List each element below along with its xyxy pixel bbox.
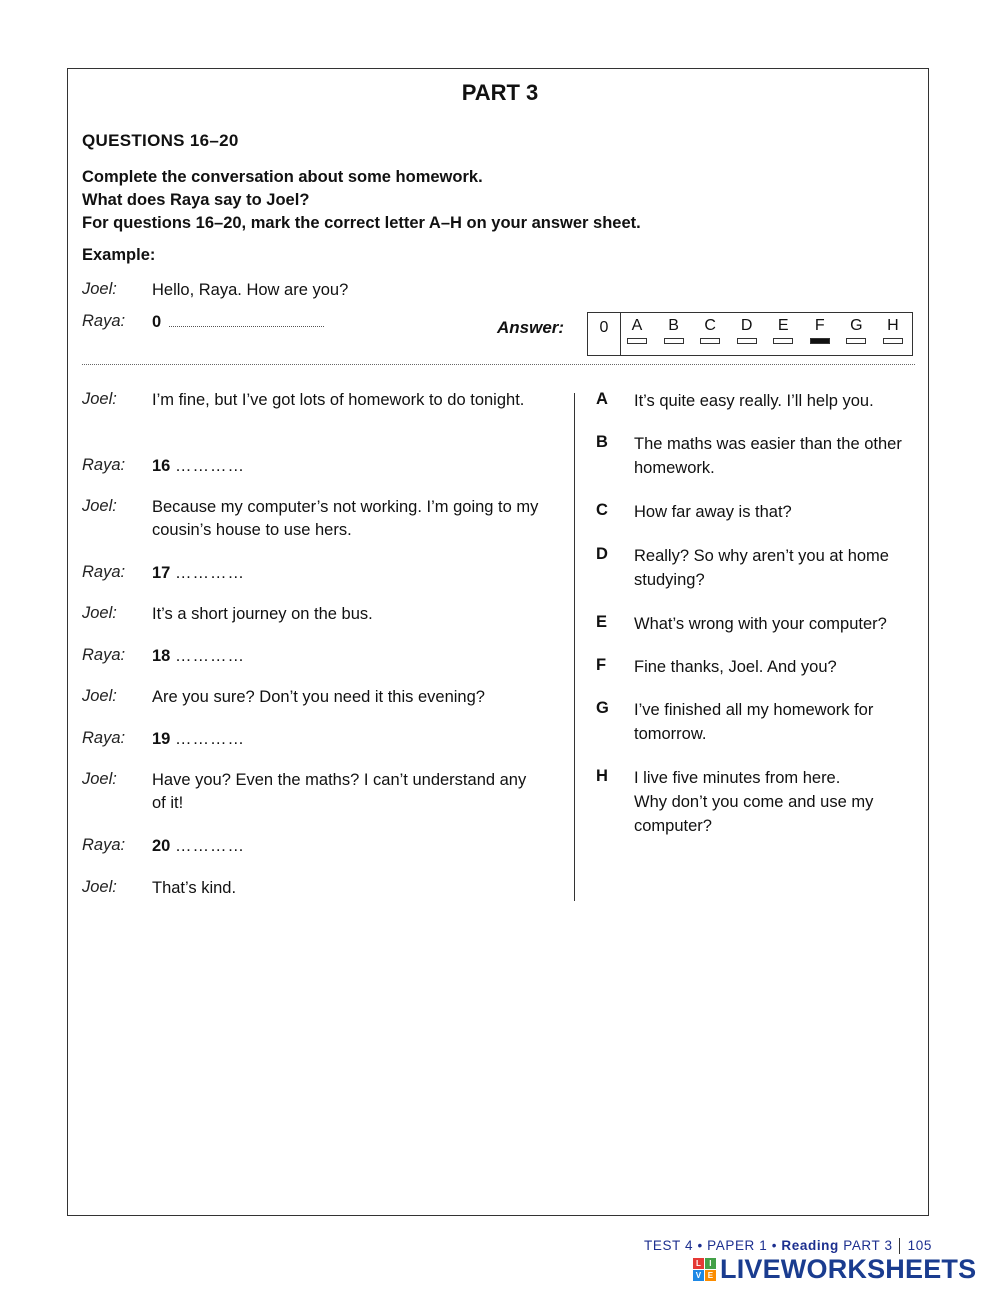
page-number: 105	[907, 1238, 932, 1253]
speaker-label: Joel:	[82, 770, 117, 788]
answer-letter: A	[631, 317, 643, 334]
example-answer-dots	[169, 314, 324, 327]
option-letter-a: A	[596, 390, 608, 408]
answer-option-f[interactable]	[807, 317, 833, 344]
answer-zero: 0	[588, 313, 621, 355]
answer-mark[interactable]	[846, 338, 866, 344]
answer-option-h[interactable]	[880, 317, 906, 344]
option-text-g: I’ve finished all my homework for tomorrow.	[634, 701, 874, 743]
dialogue-line: I’m fine, but I’ve got lots of homework to do tonight.	[152, 391, 525, 409]
dialogue-line: Because my computer’s not working. I’m going to my cousin’s house to use hers.	[152, 498, 539, 539]
option-letter-h: H	[596, 767, 608, 785]
liveworksheets-logo	[693, 1254, 976, 1285]
speaker-label: Raya:	[82, 563, 126, 581]
example-joel-line: Hello, Raya. How are you?	[152, 281, 349, 299]
answer-box	[587, 312, 913, 356]
option-text-d: Really? So why aren’t you at home studying?	[634, 547, 889, 589]
speaker-label: Joel:	[82, 497, 117, 515]
dialogue-line: It’s a short journey on the bus.	[152, 605, 373, 623]
logo-icon-tile: E	[705, 1270, 716, 1281]
speaker-label: Joel:	[82, 604, 117, 622]
answer-option-a[interactable]	[624, 317, 650, 344]
answer-mark[interactable]	[700, 338, 720, 344]
option-text-e: What’s wrong with your computer?	[634, 615, 887, 633]
footer-suffix: PART 3	[838, 1238, 893, 1253]
example-raya-line	[152, 311, 542, 334]
speaker-label: Raya:	[82, 729, 126, 747]
answer-option-e[interactable]	[770, 317, 796, 344]
answer-mark[interactable]	[773, 338, 793, 344]
answer-gap-18	[152, 645, 542, 668]
answer-letter: F	[814, 317, 825, 334]
answer-letter: G	[850, 317, 863, 334]
answer-option-g[interactable]	[843, 317, 869, 344]
answer-mark[interactable]	[810, 338, 830, 344]
option-letter-d: D	[596, 545, 608, 563]
answer-gap-20	[152, 835, 542, 858]
option-text-b: The maths was easier than the other homework.	[634, 435, 902, 477]
answer-letter: H	[887, 317, 899, 334]
question-number: 20	[152, 837, 171, 855]
answer-gap-19	[152, 728, 542, 751]
instruction-3: For questions 16–20, mark the correct letter A–H on your answer sheet.	[82, 214, 641, 232]
answer-option-b[interactable]	[661, 317, 687, 344]
answer-dots[interactable]: …………	[174, 564, 245, 582]
answer-letters	[624, 317, 912, 344]
answer-gap-16	[152, 455, 542, 478]
questions-heading: QUESTIONS 16–20	[82, 131, 239, 150]
speaker-label: Joel:	[82, 687, 117, 705]
answer-mark[interactable]	[664, 338, 684, 344]
question-number: 18	[152, 647, 171, 665]
option-text-c: How far away is that?	[634, 503, 792, 521]
option-letter-c: C	[596, 501, 608, 519]
option-text-h: I live five minutes from here. Why don’t you come and use my computer?	[634, 769, 874, 835]
answer-mark[interactable]	[883, 338, 903, 344]
instruction-1: Complete the conversation about some homework.	[82, 168, 483, 186]
speaker-label: Raya:	[82, 456, 126, 474]
dialogue-line: Have you? Even the maths? I can’t understand any of it!	[152, 771, 527, 812]
dotted-separator	[82, 364, 915, 365]
option-text-f: Fine thanks, Joel. And you?	[634, 658, 837, 676]
logo-text: LIVEWORKSHEETS	[720, 1254, 977, 1284]
logo-icon-tile: V	[693, 1270, 704, 1281]
answer-dots[interactable]: …………	[174, 457, 245, 475]
column-divider	[574, 393, 575, 901]
answer-option-c[interactable]	[697, 317, 723, 344]
option-letter-b: B	[596, 433, 608, 451]
answer-gap-17	[152, 562, 542, 585]
part-title: PART 3	[461, 80, 539, 105]
answer-mark[interactable]	[737, 338, 757, 344]
footer-divider	[899, 1238, 900, 1254]
question-number: 17	[152, 564, 171, 582]
speaker-label: Raya:	[82, 646, 126, 664]
answer-label: Answer:	[497, 318, 565, 337]
example-label: Example:	[82, 246, 156, 264]
answer-dots[interactable]: …………	[174, 837, 245, 855]
page-frame	[67, 68, 929, 1216]
logo-icon-tile: L	[693, 1258, 704, 1269]
answer-letter: B	[668, 317, 679, 334]
answer-option-d[interactable]	[734, 317, 760, 344]
question-number: 16	[152, 457, 171, 475]
logo-icon	[693, 1258, 716, 1281]
dialogue-line: Are you sure? Don’t you need it this evening?	[152, 688, 485, 706]
example-speaker-joel: Joel:	[82, 280, 117, 298]
option-text-a: It’s quite easy really. I’ll help you.	[634, 392, 874, 410]
speaker-label: Raya:	[82, 836, 126, 854]
footer-prefix: TEST 4 • PAPER 1 •	[644, 1238, 782, 1253]
footer-reading: Reading	[781, 1238, 839, 1253]
logo-icon-tile: I	[705, 1258, 716, 1269]
option-letter-f: F	[596, 656, 607, 674]
answer-letter: E	[777, 317, 789, 334]
option-letter-e: E	[596, 613, 608, 631]
example-speaker-raya: Raya:	[82, 312, 126, 330]
answer-dots[interactable]: …………	[174, 730, 245, 748]
instruction-2: What does Raya say to Joel?	[82, 191, 310, 209]
option-letter-g: G	[596, 699, 609, 717]
answer-dots[interactable]: …………	[174, 647, 245, 665]
answer-letter: C	[704, 317, 716, 334]
example-number: 0	[152, 313, 162, 331]
page-footer	[644, 1238, 932, 1254]
dialogue-line: That’s kind.	[152, 879, 237, 897]
speaker-label: Joel:	[82, 390, 117, 408]
question-number: 19	[152, 730, 171, 748]
answer-mark[interactable]	[627, 338, 647, 344]
answer-letter: D	[740, 317, 753, 334]
speaker-label: Joel:	[82, 878, 117, 896]
